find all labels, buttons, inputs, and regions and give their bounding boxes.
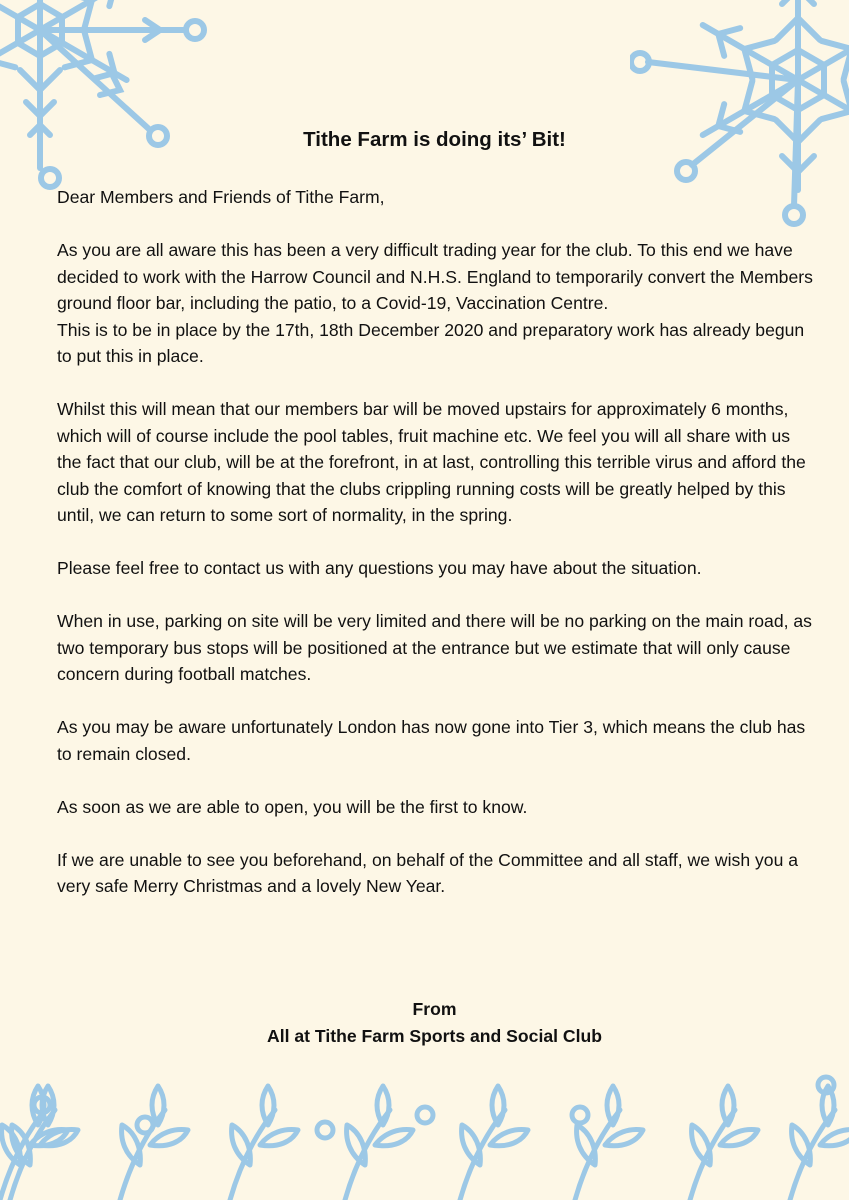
paragraph-4: When in use, parking on site will be very limited and there will be no parking on the main road, as two temporary bus stops will be positioned at the entrance but we estimate that will only cause concern during football matches. xyxy=(57,611,812,684)
letter-body xyxy=(57,184,817,926)
paragraph-2: Whilst this will mean that our members bar will be moved upstairs for approximately 6 months, which will of course include the pool tables, fruit machine etc. We feel you will all share with us the fact that our club, will be at the forefront, in at last, controlling this terrible virus and afford the club the comfort of knowing that the clubs crippling running costs will be greatly helped by this until, we can return to some sort of normality, in the spring. xyxy=(57,399,806,525)
paragraph-5: As you may be aware unfortunately London has now gone into Tier 3, which means the club has to remain closed. xyxy=(57,717,806,764)
snowflake-top-left-icon xyxy=(0,0,230,210)
paragraph-6: As soon as we are able to open, you will be the first to know. xyxy=(57,796,528,817)
greeting: Dear Members and Friends of Tithe Farm, xyxy=(57,187,385,207)
paragraph-1: As you are all aware this has been a very difficult trading year for the club. To this end we have decided to work with the Harrow Council and N.H.S. England to temporarily convert the Members ground floor bar, including the patio, to a Covid-19, Vaccination Centre. This is to be in place by the 17th, 18th December 2020 and preparatory work has already begun to put this in place. xyxy=(57,240,813,366)
paragraph-7: If we are unable to see you beforehand, on behalf of the Committee and all staff, we wish you a very safe Merry Christmas and a lovely New Year. xyxy=(57,849,799,896)
letter-title: Tithe Farm is doing its’ Bit! xyxy=(303,128,566,151)
signoff-sender: All at Tithe Farm Sports and Social Club xyxy=(267,1026,602,1046)
leaf-border-bottom-icon xyxy=(0,1070,849,1200)
signoff-from: From xyxy=(412,999,457,1019)
signoff xyxy=(0,996,849,1050)
paragraph-3: Please feel free to contact us with any questions you may have about the situation. xyxy=(57,558,702,578)
